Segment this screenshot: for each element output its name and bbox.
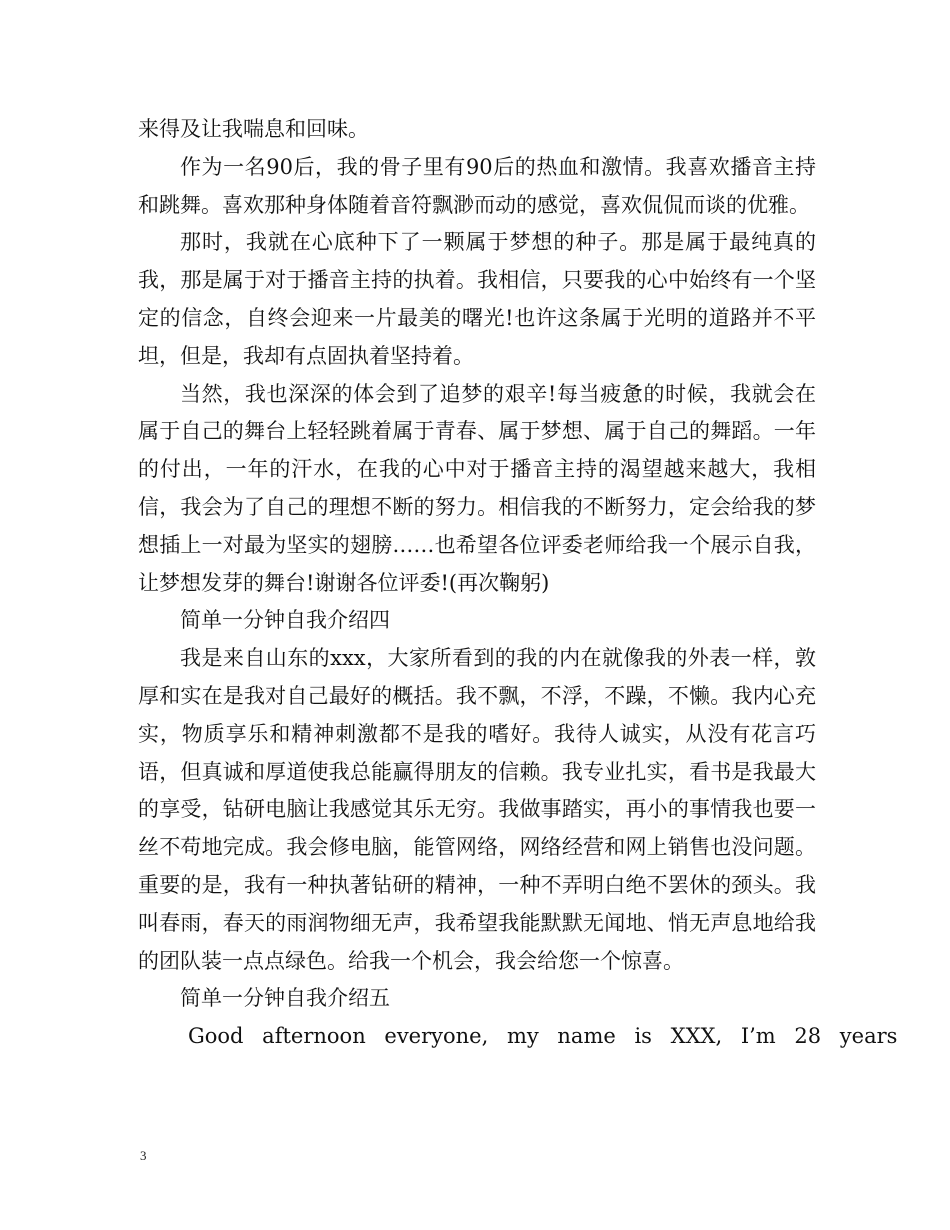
paragraph-continuation: 来得及让我喘息和回味。: [138, 117, 369, 141]
paragraph-english: Good afternoon everyone, my name is XXX, I’m 28 years: [188, 1024, 898, 1049]
paragraph-hardship: 当然，我也深深的体会到了追梦的艰辛!每当疲惫的时候，我就会在属于自己的舞台上轻轻跳着属于青春、属于梦想、属于自己的舞蹈。一年的付出，一年的汗水，在我的心中对于播音主持的渴望越来越大，我相信，我会为了自己的理想不断的努力。相信我的不断努力，定会给我的梦想插上一对最为坚实的翅膀……也希望各位评委老师给我一个展示自我，让梦想发芽的舞台!谢谢各位评委!(再次鞠躬): [138, 381, 816, 595]
paragraph-dream-seed: 那时，我就在心底种下了一颗属于梦想的种子。那是属于最纯真的我，那是属于对于播音主持的执着。我相信，只要我的心中始终有一个坚定的信念，自终会迎来一片最美的曙光!也许这条属于光明的道路并不平坦，但是，我却有点固执着坚持着。: [138, 230, 816, 368]
section-heading-4: 简单一分钟自我介绍四: [180, 608, 390, 633]
paragraph-90s: 作为一名90后，我的骨子里有90后的热血和激情。我喜欢播音主持和跳舞。喜欢那种身体随着音符飘渺而动的感觉，喜欢侃侃而谈的优雅。: [138, 154, 816, 217]
section-heading-5: 简单一分钟自我介绍五: [180, 986, 390, 1011]
paragraph-shandong: 我是来自山东的xxx，大家所看到的我的内在就像我的外表一样，敦厚和实在是我对自己最好的概括。我不飘，不浮，不躁，不懒。我内心充实，物质享乐和精神刺激都不是我的嗜好。我待人诚实，从没有花言巧语，但真诚和厚道使我总能赢得朋友的信赖。我专业扎实，看书是我最大的享受，钻研电脑让我感觉其乐无穷。我做事踏实，再小的事情我也要一丝不苟地完成。我会修电脑，能管网络，网络经营和网上销售也没问题。重要的是，我有一种执著钻研的精神，一种不弄明白绝不罢休的颈头。我叫春雨，春天的雨润物细无声，我希望我能默默无闻地、悄无声息地给我的团队装一点点绿色。给我一个机会，我会给您一个惊喜。: [138, 646, 816, 973]
document-body: [138, 111, 898, 1056]
page-number: 3: [140, 1148, 147, 1163]
